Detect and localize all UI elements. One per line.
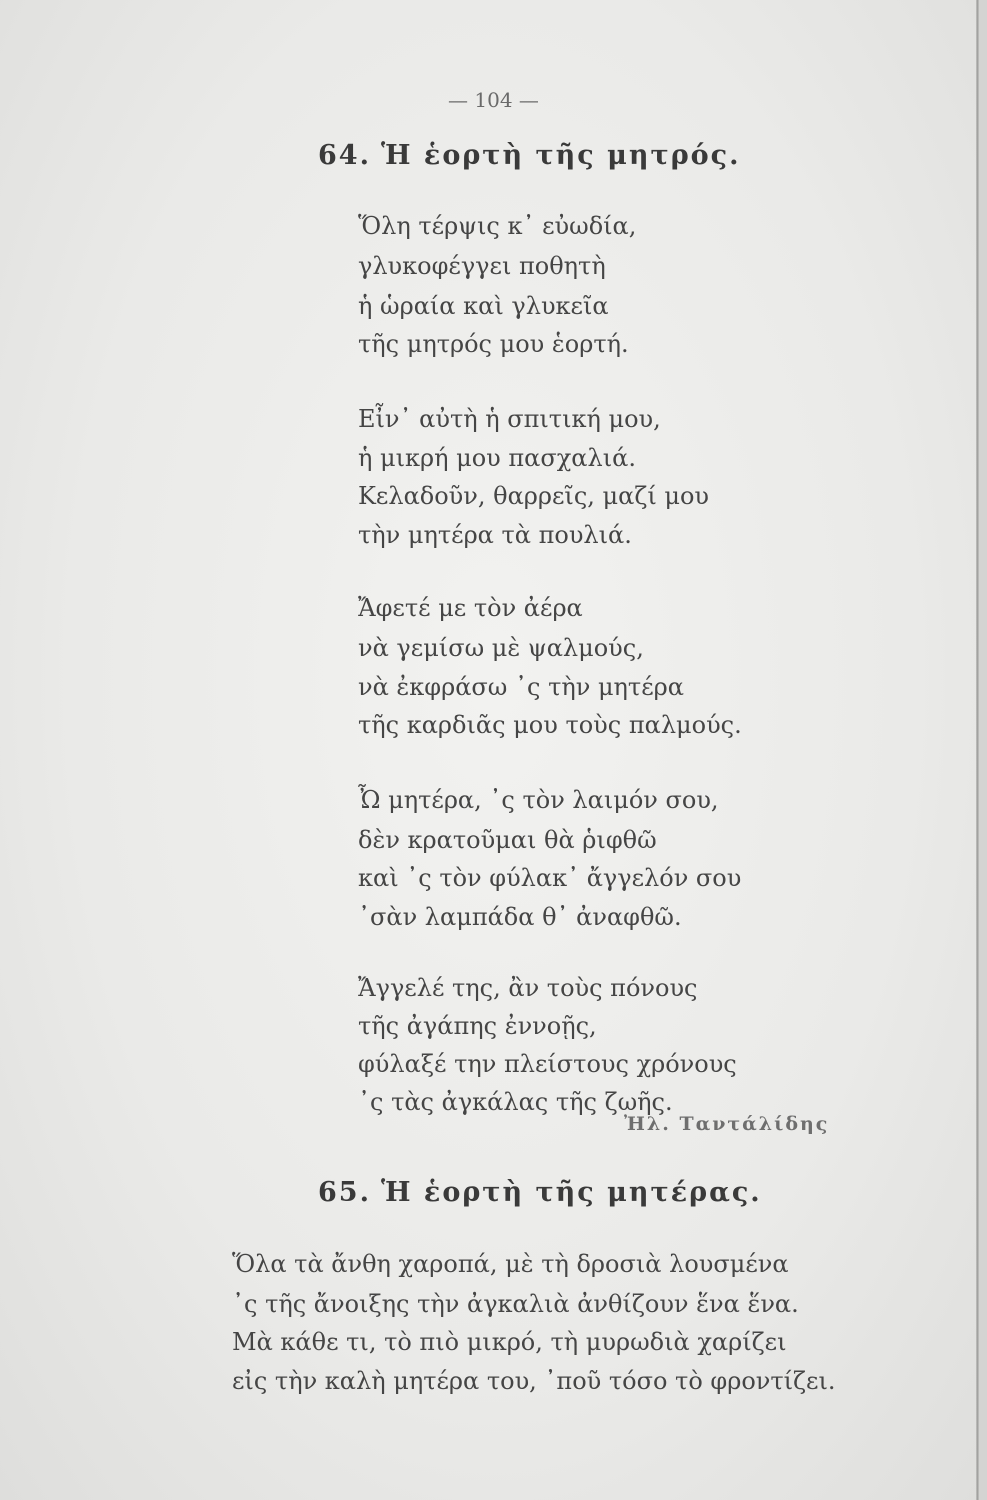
page-number: — 104 — bbox=[448, 88, 539, 112]
poem-64-line: γλυκοφέγγει ποθητὴ bbox=[358, 252, 606, 280]
page-edge-line bbox=[976, 0, 979, 1500]
poem-64-heading bbox=[318, 140, 741, 171]
poem-64-line: Ἄγγελέ της, ἂν τοὺς πόνους bbox=[358, 974, 698, 1002]
poem-64-signature: Ἠλ. Ταντάλίδης bbox=[624, 1113, 830, 1135]
poem-65-line: εἰς τὴν καλὴ μητέρα του, ᾽ποῦ τόσο τὸ φροντίζει. bbox=[232, 1367, 836, 1395]
poem-65-line: ᾽ς τῆς ἄνοιξης τὴν ἀγκαλιὰ ἀνθίζουν ἕνα ἕνα. bbox=[232, 1290, 799, 1318]
poem-64-line: τῆς ἀγάπης ἐννοῇς, bbox=[358, 1012, 597, 1040]
poem-64-line: φύλαξέ την πλείστους χρόνους bbox=[358, 1050, 737, 1078]
poem-64-line: Ἄφετέ με τὸν ἀέρα bbox=[358, 594, 583, 622]
poem-64-line: δὲν κρατοῦμαι θὰ ῥιφθῶ bbox=[358, 826, 657, 854]
poem-64-number: 64. bbox=[318, 140, 371, 171]
page-edge-shadow bbox=[979, 0, 987, 1500]
poem-65-title: Ἡ ἑορτὴ τῆς μητέρας. bbox=[380, 1177, 762, 1208]
poem-65-heading bbox=[318, 1177, 762, 1208]
poem-65-line: Μὰ κάθε τι, τὸ πιὸ μικρό, τὴ μυρωδιὰ χαρίζει bbox=[232, 1328, 787, 1356]
poem-64-line: νὰ γεμίσω μὲ ψαλμούς, bbox=[358, 634, 644, 662]
poem-64-line: ἡ μικρή μου πασχαλιά. bbox=[358, 444, 636, 472]
poem-64-line: ᾽σὰν λαμπάδα θ᾽ ἀναφθῶ. bbox=[358, 903, 682, 931]
poem-65-number: 65. bbox=[318, 1177, 371, 1208]
poem-64-line: Ὅλη τέρψις κ᾽ εὐωδία, bbox=[358, 212, 637, 240]
poem-64-line: καὶ ᾽ς τὸν φύλακ᾽ ἄγγελόν σου bbox=[358, 864, 742, 892]
poem-64-line: τῆς μητρός μου ἑορτή. bbox=[358, 330, 629, 358]
poem-64-line: νὰ ἐκφράσω ᾽ς τὴν μητέρα bbox=[358, 673, 684, 701]
poem-64-line: Εἶν᾽ αὐτὴ ἡ σπιτική μου, bbox=[358, 405, 661, 433]
poem-64-line: ᾽ς τὰς ἀγκάλας τῆς ζωῆς. bbox=[358, 1088, 673, 1116]
poem-64-line: ἡ ὡραία καὶ γλυκεῖα bbox=[358, 292, 609, 320]
poem-65-line: Ὅλα τὰ ἄνθη χαροπά, μὲ τὴ δροσιὰ λουσμένα bbox=[232, 1250, 789, 1278]
poem-64-line: τῆς καρδιᾶς μου τοὺς παλμούς. bbox=[358, 711, 742, 739]
poem-64-line: τὴν μητέρα τὰ πουλιά. bbox=[358, 521, 632, 549]
poem-64-title: Ἡ ἑορτὴ τῆς μητρός. bbox=[380, 140, 741, 171]
poem-64-line: Κελαδοῦν, θαρρεῖς, μαζί μου bbox=[358, 482, 710, 510]
poem-64-line: Ὦ μητέρα, ᾽ς τὸν λαιμόν σου, bbox=[358, 786, 719, 814]
